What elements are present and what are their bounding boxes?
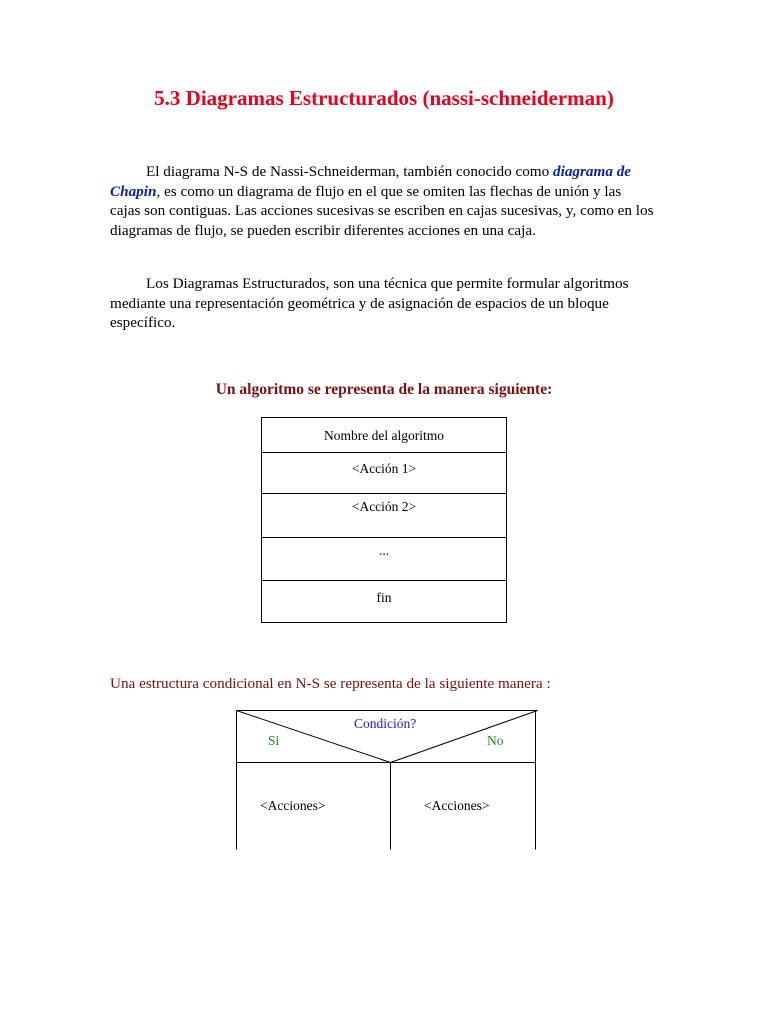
algorithm-ns-diagram [261,417,507,623]
algorithm-heading: Un algoritmo se representa de la manera siguiente: [215,381,553,398]
algorithm-name-row [261,417,507,453]
intro-text-end: , es como un diagrama de flujo en el que se omiten las flechas de unión y las cajas son contiguas. Las acciones sucesivas se escriben en cajas sucesivas, y, como en los diagramas de flujo, se pueden escribir diferentes acciones en una caja. [110,182,654,239]
action1-row [261,452,507,494]
conditional-ns-diagram [236,710,538,850]
ellipsis-label: ... [378,542,390,558]
end-row [261,580,507,623]
intro-paragraph [110,162,655,240]
end-label: fin [376,589,392,605]
no-branch-label: No [487,733,504,748]
no-actions-label: <Acciones> [424,798,490,813]
action1-label: <Acción 1> [351,461,417,477]
yes-branch-label: Si [268,733,280,748]
action2-row [261,493,507,538]
intro-text-start: El diagrama N-S de Nassi-Schneiderman, también conocido como [146,163,553,180]
ellipsis-row [261,537,507,581]
action2-label: <Acción 2> [351,499,417,515]
condition-label: Condición? [354,716,417,731]
algorithm-name-label: Nombre del algoritmo [324,427,444,443]
definition-paragraph: Los Diagramas Estructurados, son una técnica que permite formular algoritmos mediante una representación geométrica y de asignación de espacios de un bloque específico. [110,275,629,331]
yes-actions-label: <Acciones> [260,798,326,813]
diagram-bottom-edge [261,622,507,623]
conditional-heading: Una estructura condicional en N-S se representa de la siguiente manera : [110,675,551,692]
page-title: 5.3 Diagramas Estructurados (nassi-schneiderman) [154,86,614,110]
chapin-emphasis: diagrama de Chapin [110,163,632,200]
